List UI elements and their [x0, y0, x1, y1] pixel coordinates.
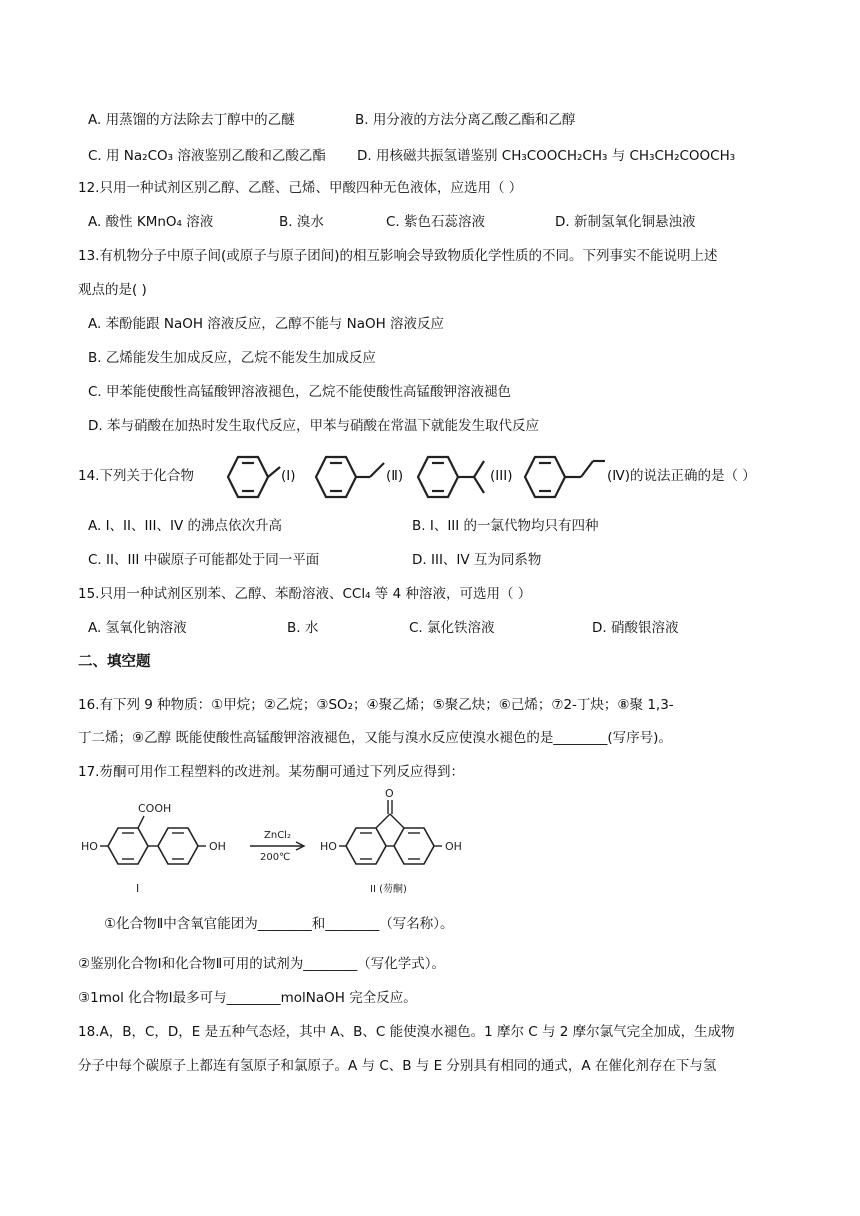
compound-ii-label: (Ⅱ): [386, 468, 404, 484]
q13-option-a: A. 苯酚能跟 NaOH 溶液反应，乙醇不能与 NaOH 溶液反应: [88, 316, 445, 332]
q13-option-b: B. 乙烯能发生加成反应，乙烷不能发生加成反应: [88, 350, 376, 366]
scheme-oh-right-2: OH: [445, 840, 462, 853]
q15-option-d: D. 硝酸银溶液: [592, 620, 679, 636]
q12-stem: 12.只用一种试剂区别乙醇、乙醛、己烯、甲酸四种无色液体，应选用（ ）: [78, 180, 523, 196]
q16-line1: 16.有下列 9 种物质：①甲烷；②乙烷；③SO₂；④聚乙烯；⑤聚乙炔；⑥己烯；⑦2-丁炔；⑧聚 1,3-: [78, 697, 674, 713]
scheme-condition: 200℃: [260, 852, 291, 863]
compound-iv-label-and-question: (Ⅳ)的说法正确的是（ ）: [607, 468, 756, 484]
q14-option-b: B. I、III 的一氯代物均只有四种: [412, 518, 599, 534]
q15-option-c: C. 氯化铁溶液: [409, 620, 495, 636]
q17-sub1: ①化合物Ⅱ中含氧官能团为________和________（写名称）。: [104, 916, 454, 932]
q14-option-a: A. I、II、III、IV 的沸点依次升高: [88, 518, 282, 534]
q15-stem: 15.只用一种试剂区别苯、乙醇、苯酚溶液、CCl₄ 等 4 种溶液，可选用（ ）: [78, 586, 532, 602]
compound-iv-structure: [521, 455, 609, 499]
scheme-ho-left-2: HO: [320, 840, 337, 853]
q12-option-d: D. 新制氢氧化铜悬浊液: [555, 214, 696, 230]
reaction-scheme: [78, 787, 478, 897]
q18-line2: 分子中每个碳原子上都连有氢原子和氯原子。A 与 C、B 与 E 分别具有相同的通式，A 在催化剂存在下与氢: [78, 1058, 717, 1074]
q13-stem-line1: 13.有机物分子中原子间(或原子与原子团间)的相互影响会导致物质化学性质的不同。下列事实不能说明上述: [78, 248, 718, 264]
q18-line1: 18.A，B，C，D，E 是五种气态烃，其中 A、B、C 能使溴水褪色。1 摩尔 C 与 2 摩尔氯气完全加成，生成物: [78, 1024, 735, 1040]
scheme-reagent: ZnCl₂: [264, 830, 291, 841]
q11-option-d: D. 用核磁共振氢谱鉴别 CH₃COOCH₂CH₃ 与 CH₃CH₂COOCH₃: [357, 148, 736, 164]
q12-option-c: C. 紫色石蕊溶液: [386, 214, 486, 230]
q12-option-b: B. 溴水: [279, 214, 324, 230]
scheme-label-ii: II (芴酮): [370, 884, 407, 895]
q14-option-c: C. II、III 中碳原子可能都处于同一平面: [88, 552, 320, 568]
q14-stem-prefix: 14.下列关于化合物: [78, 468, 194, 484]
q15-option-b: B. 水: [287, 620, 319, 636]
q13-option-d: D. 苯与硝酸在加热时发生取代反应，甲苯与硝酸在常温下就能发生取代反应: [88, 418, 539, 434]
q13-stem-line2: 观点的是( ): [78, 282, 147, 298]
q17-sub2: ②鉴别化合物Ⅰ和化合物Ⅱ可用的试剂为________（写化学式）。: [78, 956, 445, 972]
section-heading-fill-in: 二、填空题: [78, 654, 151, 670]
q12-option-a: A. 酸性 KMnO₄ 溶液: [88, 214, 214, 230]
q16-line2: 丁二烯；⑨乙醇 既能使酸性高锰酸钾溶液褪色，又能与溴水反应使溴水褪色的是________(写序号)。: [78, 730, 672, 746]
q11-option-a: A. 用蒸馏的方法除去丁醇中的乙醚: [88, 112, 295, 128]
q17-sub3: ③1mol 化合物Ⅰ最多可与________molNaOH 完全反应。: [78, 990, 417, 1006]
compound-iii-structure: [414, 455, 490, 499]
q15-option-a: A. 氢氧化钠溶液: [88, 620, 187, 636]
q11-option-c: C. 用 Na₂CO₃ 溶液鉴别乙酸和乙酸乙酯: [88, 148, 326, 164]
q11-option-b: B. 用分液的方法分离乙酸乙酯和乙醇: [355, 112, 576, 128]
scheme-oh-right: OH: [209, 840, 226, 853]
scheme-label-i: I: [136, 882, 140, 895]
compound-i-label: (Ⅰ): [281, 468, 296, 484]
compound-i-structure: [214, 455, 284, 499]
q14-option-d: D. III、IV 互为同系物: [412, 552, 542, 568]
compound-iii-label: (III): [490, 468, 513, 484]
q17-stem: 17.芴酮可用作工程塑料的改进剂。某芴酮可通过下列反应得到：: [78, 764, 464, 780]
scheme-ho-left: HO: [81, 840, 98, 853]
compound-ii-structure: [312, 455, 388, 499]
scheme-cooh: COOH: [138, 802, 172, 815]
q13-option-c: C. 甲苯能使酸性高锰酸钾溶液褪色，乙烷不能使酸性高锰酸钾溶液褪色: [88, 384, 512, 400]
scheme-oxygen: O: [385, 787, 394, 800]
